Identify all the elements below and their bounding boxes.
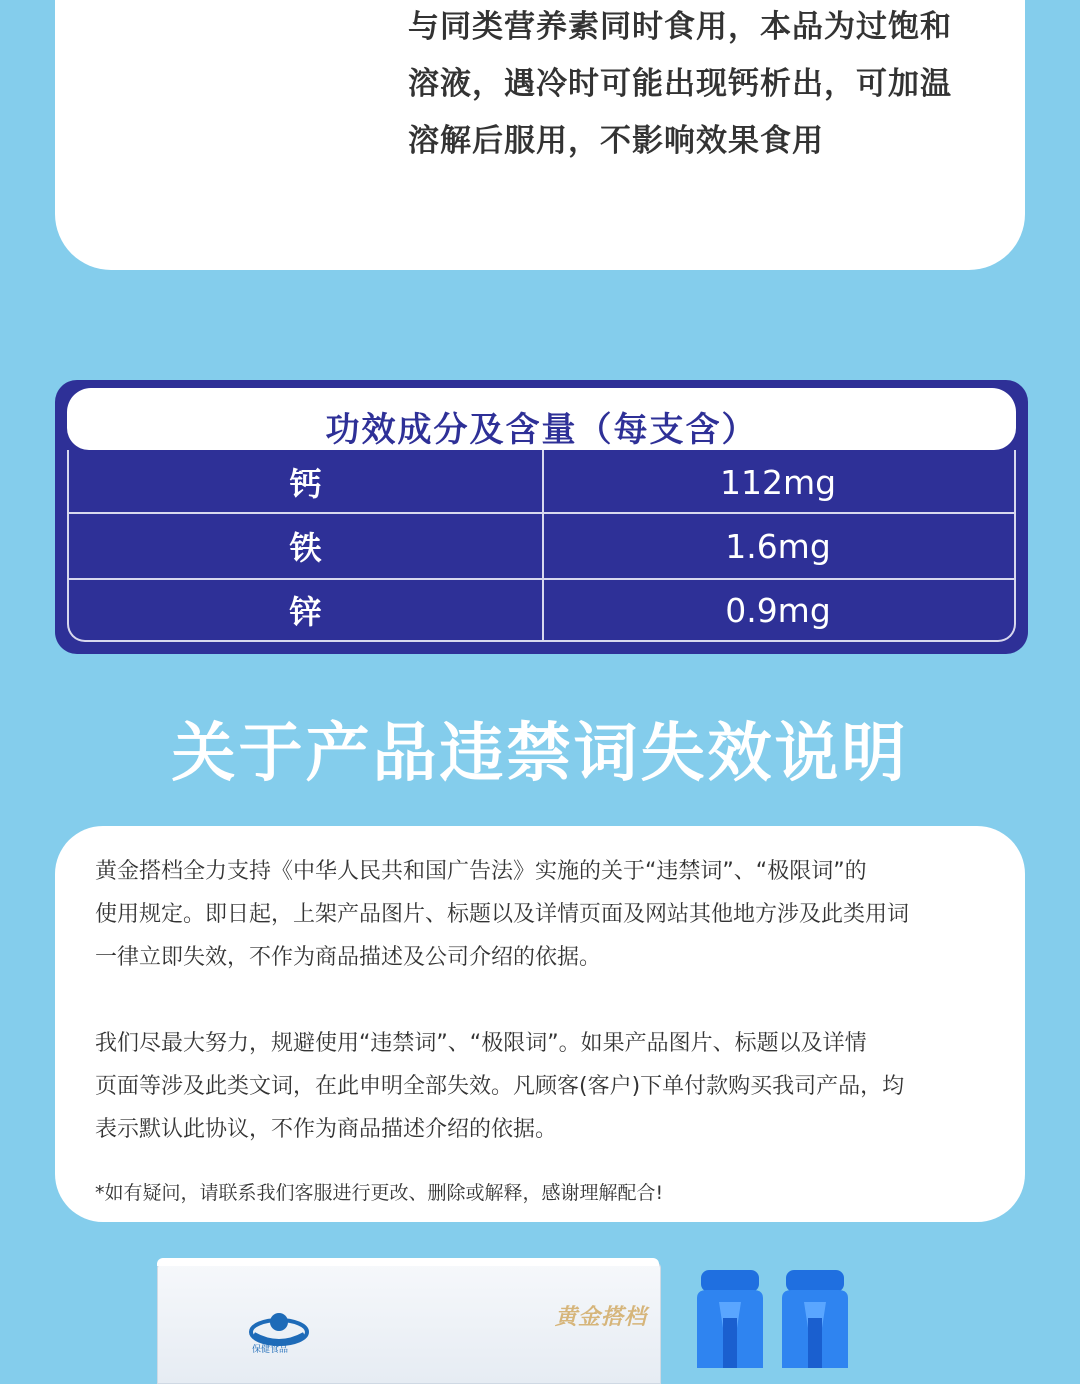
nutrient-name: 铁: [289, 529, 322, 567]
notice-line: 一律立即失效，不作为商品描述及公司介绍的依据。: [95, 945, 602, 970]
nutrient-name: 锌: [289, 593, 322, 631]
warning-card: [55, 0, 1025, 270]
notice-paragraph-2: [95, 1022, 995, 1151]
warning-line: 溶解后服用，不影响效果食用: [408, 123, 824, 159]
table-row: [69, 578, 1014, 642]
notice-card: [55, 826, 1025, 1222]
notice-paragraph-1: [95, 850, 995, 979]
warning-text: [408, 0, 1008, 170]
notice-line: 表示默认此协议，不作为商品描述介绍的依据。: [95, 1117, 558, 1142]
notice-line: 页面等涉及此类文词，在此申明全部失效。凡顾客(客户)下单付款购买我司产品，均: [95, 1074, 905, 1099]
vial-icon: [693, 1268, 767, 1368]
notice-line: 黄金搭档全力支持《中华人民共和国广告法》实施的关于“违禁词”、“极限词”的: [95, 859, 867, 884]
nutrient-value: 0.9mg: [725, 590, 831, 630]
notice-footnote: *如有疑问，请联系我们客服进行更改、删除或解释，感谢理解配合!: [95, 1182, 664, 1204]
table-row: [69, 450, 1014, 514]
seal-label: 保健食品: [252, 1345, 289, 1355]
warning-line: 溶液，遇冷时可能出现钙析出，可加温: [408, 66, 952, 102]
nutrition-table-header: [67, 388, 1016, 450]
nutrient-value: 112mg: [719, 462, 837, 502]
vial-icon: [778, 1268, 852, 1368]
nutrition-table: [55, 380, 1028, 654]
notice-line: 我们尽最大努力，规避使用“违禁词”、“极限词”。如果产品图片、标题以及详情: [95, 1031, 867, 1056]
product-image: [0, 1250, 1080, 1354]
brand-logo: 黄金搭档: [555, 1305, 648, 1330]
notice-line: 使用规定。即日起，上架产品图片、标题以及详情页面及网站其他地方涉及此类用词: [95, 902, 910, 927]
nutrient-name: 钙: [289, 465, 322, 503]
table-row: [69, 514, 1014, 578]
warning-line: 与同类营养素同时食用，本品为过饱和: [408, 9, 952, 45]
nutrition-table-body: [67, 450, 1016, 642]
nutrition-table-title: 功效成分及含量（每支含）: [325, 410, 758, 450]
notice-heading: 关于产品违禁词失效说明: [171, 717, 909, 791]
product-box-lid: [157, 1258, 659, 1266]
nutrient-value: 1.6mg: [725, 526, 831, 566]
